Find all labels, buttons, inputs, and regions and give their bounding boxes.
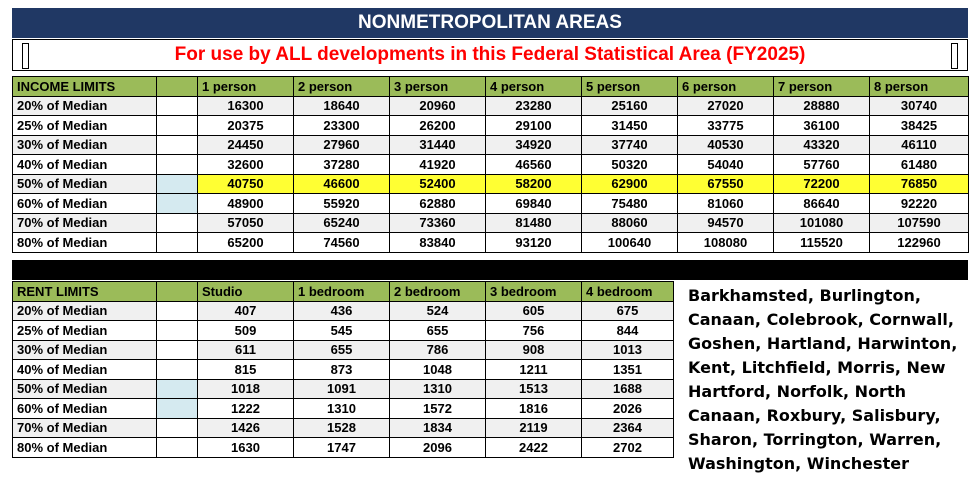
value-cell: 100640 xyxy=(582,233,678,253)
income-limits-table xyxy=(12,76,969,253)
value-cell: 40530 xyxy=(678,135,774,155)
value-cell: 20960 xyxy=(390,96,486,116)
value-cell: 2119 xyxy=(486,418,582,438)
subtitle: For use by ALL developments in this Federal Statistical Area (FY2025) xyxy=(174,44,806,65)
value-cell: 27960 xyxy=(294,135,390,155)
row-label: 60% of Median xyxy=(13,194,157,214)
value-cell: 61480 xyxy=(870,155,969,175)
row-label: 80% of Median xyxy=(13,233,157,253)
row-label: 50% of Median xyxy=(13,174,157,194)
table-row xyxy=(13,174,969,194)
column-header: 7 person xyxy=(774,77,870,97)
row-label: 20% of Median xyxy=(13,301,157,321)
value-cell: 25160 xyxy=(582,96,678,116)
table-row xyxy=(13,135,969,155)
value-cell: 2026 xyxy=(582,399,674,419)
value-cell: 655 xyxy=(294,340,390,360)
column-header: 6 person xyxy=(678,77,774,97)
value-cell: 74560 xyxy=(294,233,390,253)
value-cell: 52400 xyxy=(390,174,486,194)
value-cell: 2096 xyxy=(390,438,486,458)
row-label: 70% of Median xyxy=(13,418,157,438)
value-cell: 20375 xyxy=(198,116,294,136)
spacer-cell xyxy=(157,418,198,438)
row-label: 60% of Median xyxy=(13,399,157,419)
table-row xyxy=(13,438,674,458)
column-header: 2 bedroom xyxy=(390,282,486,302)
value-cell: 31440 xyxy=(390,135,486,155)
value-cell: 545 xyxy=(294,321,390,341)
value-cell: 1688 xyxy=(582,379,674,399)
value-cell: 83840 xyxy=(390,233,486,253)
value-cell: 23300 xyxy=(294,116,390,136)
value-cell: 1310 xyxy=(390,379,486,399)
column-header xyxy=(157,282,198,302)
value-cell: 655 xyxy=(390,321,486,341)
spacer-cell xyxy=(157,96,198,116)
value-cell: 24450 xyxy=(198,135,294,155)
value-cell: 1018 xyxy=(198,379,294,399)
value-cell: 92220 xyxy=(870,194,969,214)
value-cell: 908 xyxy=(486,340,582,360)
value-cell: 72200 xyxy=(774,174,870,194)
value-cell: 57760 xyxy=(774,155,870,175)
spacer-cell xyxy=(157,321,198,341)
value-cell: 46560 xyxy=(486,155,582,175)
row-label: 70% of Median xyxy=(13,213,157,233)
row-label: 80% of Median xyxy=(13,438,157,458)
value-cell: 1572 xyxy=(390,399,486,419)
value-cell: 1747 xyxy=(294,438,390,458)
value-cell: 107590 xyxy=(870,213,969,233)
value-cell: 1013 xyxy=(582,340,674,360)
table-row xyxy=(13,301,674,321)
row-label: 50% of Median xyxy=(13,379,157,399)
table-row xyxy=(13,379,674,399)
value-cell: 54040 xyxy=(678,155,774,175)
column-header: 5 person xyxy=(582,77,678,97)
title-banner xyxy=(12,8,968,38)
value-cell: 73360 xyxy=(390,213,486,233)
value-cell: 873 xyxy=(294,360,390,380)
value-cell: 27020 xyxy=(678,96,774,116)
table-row xyxy=(13,194,969,214)
value-cell: 1630 xyxy=(198,438,294,458)
value-cell: 76850 xyxy=(870,174,969,194)
spacer-cell xyxy=(157,438,198,458)
value-cell: 32600 xyxy=(198,155,294,175)
spacer-cell xyxy=(157,399,198,419)
column-header: 3 person xyxy=(390,77,486,97)
value-cell: 1310 xyxy=(294,399,390,419)
value-cell: 46110 xyxy=(870,135,969,155)
spacer-cell xyxy=(157,379,198,399)
value-cell: 23280 xyxy=(486,96,582,116)
column-header: 4 bedroom xyxy=(582,282,674,302)
value-cell: 93120 xyxy=(486,233,582,253)
table-row xyxy=(13,399,674,419)
value-cell: 1528 xyxy=(294,418,390,438)
value-cell: 2422 xyxy=(486,438,582,458)
value-cell: 57050 xyxy=(198,213,294,233)
subtitle-bar xyxy=(12,39,968,71)
value-cell: 55920 xyxy=(294,194,390,214)
header-row xyxy=(13,282,674,302)
table-row xyxy=(13,96,969,116)
table-row xyxy=(13,418,674,438)
table-row xyxy=(13,233,969,253)
value-cell: 605 xyxy=(486,301,582,321)
value-cell: 18640 xyxy=(294,96,390,116)
value-cell: 815 xyxy=(198,360,294,380)
value-cell: 756 xyxy=(486,321,582,341)
spacer-cell xyxy=(157,301,198,321)
spacer-cell xyxy=(157,174,198,194)
table-row xyxy=(13,321,674,341)
spacer-cell xyxy=(157,155,198,175)
table-row xyxy=(13,360,674,380)
value-cell: 122960 xyxy=(870,233,969,253)
value-cell: 94570 xyxy=(678,213,774,233)
value-cell: 675 xyxy=(582,301,674,321)
column-header: 2 person xyxy=(294,77,390,97)
column-header: 1 bedroom xyxy=(294,282,390,302)
value-cell: 26200 xyxy=(390,116,486,136)
value-cell: 30740 xyxy=(870,96,969,116)
spacer-cell xyxy=(157,135,198,155)
spacer-cell xyxy=(157,116,198,136)
value-cell: 1816 xyxy=(486,399,582,419)
value-cell: 436 xyxy=(294,301,390,321)
value-cell: 101080 xyxy=(774,213,870,233)
value-cell: 62880 xyxy=(390,194,486,214)
value-cell: 108080 xyxy=(678,233,774,253)
spacer-cell xyxy=(157,340,198,360)
value-cell: 37280 xyxy=(294,155,390,175)
value-cell: 16300 xyxy=(198,96,294,116)
value-cell: 2364 xyxy=(582,418,674,438)
value-cell: 1426 xyxy=(198,418,294,438)
column-header: 8 person xyxy=(870,77,969,97)
section-divider xyxy=(12,260,968,280)
value-cell: 81060 xyxy=(678,194,774,214)
right-bracket xyxy=(951,43,958,69)
value-cell: 62900 xyxy=(582,174,678,194)
value-cell: 88060 xyxy=(582,213,678,233)
table-row xyxy=(13,155,969,175)
value-cell: 38425 xyxy=(870,116,969,136)
value-cell: 1048 xyxy=(390,360,486,380)
row-label: 40% of Median xyxy=(13,155,157,175)
section-label: INCOME LIMITS xyxy=(13,77,157,97)
table-row xyxy=(13,213,969,233)
column-header xyxy=(157,77,198,97)
row-label: 25% of Median xyxy=(13,321,157,341)
row-label: 20% of Median xyxy=(13,96,157,116)
table-row xyxy=(13,116,969,136)
value-cell: 28880 xyxy=(774,96,870,116)
value-cell: 1211 xyxy=(486,360,582,380)
value-cell: 844 xyxy=(582,321,674,341)
column-header: 1 person xyxy=(198,77,294,97)
value-cell: 69840 xyxy=(486,194,582,214)
value-cell: 37740 xyxy=(582,135,678,155)
value-cell: 67550 xyxy=(678,174,774,194)
column-header: 4 person xyxy=(486,77,582,97)
value-cell: 41920 xyxy=(390,155,486,175)
spacer-cell xyxy=(157,360,198,380)
section-label: RENT LIMITS xyxy=(13,282,157,302)
column-header: Studio xyxy=(198,282,294,302)
spacer-cell xyxy=(157,213,198,233)
value-cell: 65240 xyxy=(294,213,390,233)
spacer-cell xyxy=(157,233,198,253)
row-label: 25% of Median xyxy=(13,116,157,136)
value-cell: 43320 xyxy=(774,135,870,155)
value-cell: 1351 xyxy=(582,360,674,380)
column-header: 3 bedroom xyxy=(486,282,582,302)
value-cell: 46600 xyxy=(294,174,390,194)
row-label: 30% of Median xyxy=(13,340,157,360)
value-cell: 407 xyxy=(198,301,294,321)
value-cell: 58200 xyxy=(486,174,582,194)
value-cell: 2702 xyxy=(582,438,674,458)
value-cell: 611 xyxy=(198,340,294,360)
value-cell: 81480 xyxy=(486,213,582,233)
value-cell: 115520 xyxy=(774,233,870,253)
value-cell: 786 xyxy=(390,340,486,360)
row-label: 40% of Median xyxy=(13,360,157,380)
value-cell: 33775 xyxy=(678,116,774,136)
value-cell: 1834 xyxy=(390,418,486,438)
row-label: 30% of Median xyxy=(13,135,157,155)
value-cell: 40750 xyxy=(198,174,294,194)
value-cell: 1091 xyxy=(294,379,390,399)
value-cell: 1513 xyxy=(486,379,582,399)
value-cell: 31450 xyxy=(582,116,678,136)
value-cell: 1222 xyxy=(198,399,294,419)
header-row xyxy=(13,77,969,97)
page-title: NONMETROPOLITAN AREAS xyxy=(358,12,622,33)
value-cell: 36100 xyxy=(774,116,870,136)
table-row xyxy=(13,340,674,360)
value-cell: 86640 xyxy=(774,194,870,214)
value-cell: 65200 xyxy=(198,233,294,253)
value-cell: 524 xyxy=(390,301,486,321)
rent-limits-table xyxy=(12,281,674,458)
value-cell: 29100 xyxy=(486,116,582,136)
value-cell: 75480 xyxy=(582,194,678,214)
value-cell: 48900 xyxy=(198,194,294,214)
spacer-cell xyxy=(157,194,198,214)
towns-list: Barkhamsted, Burlington, Canaan, Colebrook, Cornwall, Goshen, Hartland, Harwinton, Kent, Litchfield, Morris, New Hartford, Norfolk, North Canaan, Roxbury, Salisbury, Sharon, Torrington, Warren, Washington, Winchester xyxy=(688,286,958,473)
value-cell: 34920 xyxy=(486,135,582,155)
value-cell: 50320 xyxy=(582,155,678,175)
value-cell: 509 xyxy=(198,321,294,341)
